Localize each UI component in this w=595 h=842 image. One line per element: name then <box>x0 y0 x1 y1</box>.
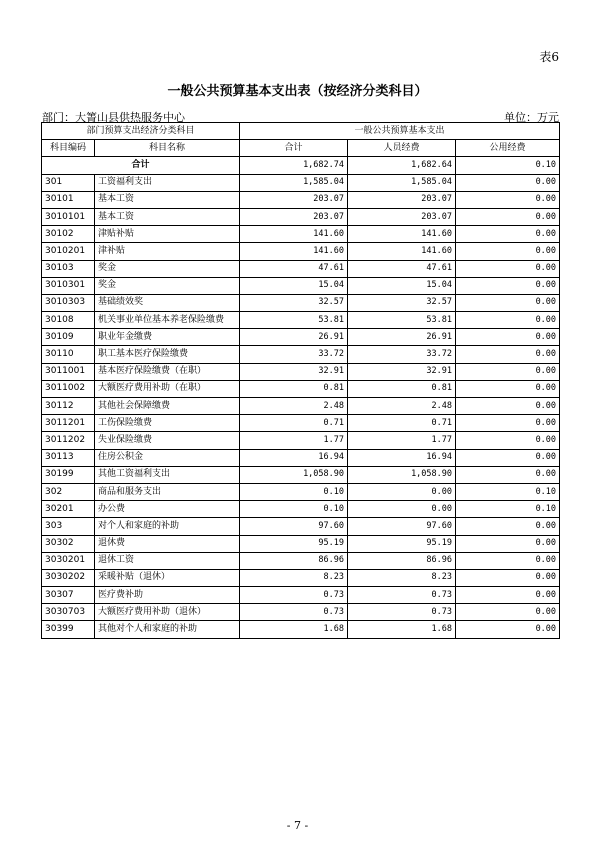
table-row <box>42 569 560 586</box>
name-cell: 办公费 <box>95 501 240 518</box>
personnel-cell: 0.73 <box>348 587 456 604</box>
public-cell: 0.10 <box>456 157 560 174</box>
table-row <box>42 621 560 638</box>
code-cell: 3010303 <box>42 294 95 311</box>
total-cell: 33.72 <box>240 346 348 363</box>
table-row <box>42 501 560 518</box>
code-cell: 30199 <box>42 466 95 483</box>
code-cell: 30113 <box>42 449 95 466</box>
table-number: 表6 <box>539 50 559 64</box>
personnel-cell: 1,682.64 <box>348 157 456 174</box>
total-cell: 86.96 <box>240 552 348 569</box>
code-cell: 30112 <box>42 398 95 415</box>
total-cell: 97.60 <box>240 518 348 535</box>
code-cell: 303 <box>42 518 95 535</box>
code-cell: 3011002 <box>42 380 95 397</box>
public-cell: 0.00 <box>456 398 560 415</box>
personnel-cell: 53.81 <box>348 312 456 329</box>
name-cell: 商品和服务支出 <box>95 483 240 500</box>
header-row <box>42 140 560 157</box>
table-row <box>42 518 560 535</box>
public-cell: 0.00 <box>456 243 560 260</box>
code-cell: 30109 <box>42 329 95 346</box>
header-total: 合计 <box>240 140 348 157</box>
total-row <box>42 157 560 174</box>
total-cell: 0.10 <box>240 483 348 500</box>
public-cell: 0.00 <box>456 466 560 483</box>
public-cell: 0.00 <box>456 294 560 311</box>
personnel-cell: 1.77 <box>348 432 456 449</box>
total-cell: 141.60 <box>240 226 348 243</box>
table-row <box>42 294 560 311</box>
name-cell: 其他社会保障缴费 <box>95 398 240 415</box>
public-cell: 0.00 <box>456 569 560 586</box>
personnel-cell: 0.00 <box>348 501 456 518</box>
table-row <box>42 380 560 397</box>
personnel-cell: 1,058.90 <box>348 466 456 483</box>
name-cell: 对个人和家庭的补助 <box>95 518 240 535</box>
code-cell: 3030201 <box>42 552 95 569</box>
name-cell: 津补贴 <box>95 243 240 260</box>
public-cell: 0.00 <box>456 226 560 243</box>
name-cell: 其他工资福利支出 <box>95 466 240 483</box>
total-cell: 95.19 <box>240 535 348 552</box>
unit-label: 单位：万元 <box>504 111 559 124</box>
public-cell: 0.00 <box>456 449 560 466</box>
code-cell: 3011001 <box>42 363 95 380</box>
personnel-cell: 47.61 <box>348 260 456 277</box>
name-cell: 职工基本医疗保险缴费 <box>95 346 240 363</box>
table-row <box>42 432 560 449</box>
table-row <box>42 174 560 191</box>
code-cell: 30108 <box>42 312 95 329</box>
total-cell: 1.77 <box>240 432 348 449</box>
total-cell: 0.73 <box>240 587 348 604</box>
total-cell: 32.91 <box>240 363 348 380</box>
total-cell: 1,058.90 <box>240 466 348 483</box>
public-cell: 0.10 <box>456 483 560 500</box>
header-group-right: 一般公共预算基本支出 <box>240 123 560 140</box>
name-cell: 基础绩效奖 <box>95 294 240 311</box>
header-personnel: 人员经费 <box>348 140 456 157</box>
personnel-cell: 1,585.04 <box>348 174 456 191</box>
budget-table <box>41 122 560 639</box>
table-row <box>42 415 560 432</box>
name-cell: 住房公积金 <box>95 449 240 466</box>
table-row <box>42 208 560 225</box>
public-cell: 0.00 <box>456 552 560 569</box>
personnel-cell: 141.60 <box>348 243 456 260</box>
personnel-cell: 203.07 <box>348 208 456 225</box>
header-public: 公用经费 <box>456 140 560 157</box>
header-name: 科目名称 <box>95 140 240 157</box>
table-row <box>42 552 560 569</box>
personnel-cell: 1.68 <box>348 621 456 638</box>
department-label: 部门：大箐山县供热服务中心 <box>42 111 185 124</box>
header-code: 科目编码 <box>42 140 95 157</box>
name-cell: 基本工资 <box>95 191 240 208</box>
public-cell: 0.00 <box>456 604 560 621</box>
personnel-cell: 0.73 <box>348 604 456 621</box>
personnel-cell: 141.60 <box>348 226 456 243</box>
name-cell: 医疗费补助 <box>95 587 240 604</box>
personnel-cell: 2.48 <box>348 398 456 415</box>
total-cell: 16.94 <box>240 449 348 466</box>
total-cell: 1,585.04 <box>240 174 348 191</box>
public-cell: 0.00 <box>456 587 560 604</box>
table-row <box>42 449 560 466</box>
public-cell: 0.00 <box>456 312 560 329</box>
code-cell: 3010201 <box>42 243 95 260</box>
table-row <box>42 483 560 500</box>
name-cell: 失业保险缴费 <box>95 432 240 449</box>
code-cell: 3011201 <box>42 415 95 432</box>
code-cell: 3030202 <box>42 569 95 586</box>
name-cell: 退休工资 <box>95 552 240 569</box>
name-cell: 大额医疗费用补助（退休） <box>95 604 240 621</box>
total-cell: 0.73 <box>240 604 348 621</box>
public-cell: 0.00 <box>456 277 560 294</box>
name-cell: 奖金 <box>95 260 240 277</box>
table-row <box>42 346 560 363</box>
public-cell: 0.00 <box>456 329 560 346</box>
name-cell: 基本医疗保险缴费（在职） <box>95 363 240 380</box>
public-cell: 0.00 <box>456 208 560 225</box>
total-cell: 1,682.74 <box>240 157 348 174</box>
public-cell: 0.00 <box>456 174 560 191</box>
code-cell: 3010101 <box>42 208 95 225</box>
code-cell: 3011202 <box>42 432 95 449</box>
table-row <box>42 535 560 552</box>
total-cell: 203.07 <box>240 191 348 208</box>
total-cell: 0.81 <box>240 380 348 397</box>
table-row <box>42 587 560 604</box>
public-cell: 0.00 <box>456 535 560 552</box>
personnel-cell: 203.07 <box>348 191 456 208</box>
page-title: 一般公共预算基本支出表（按经济分类科目） <box>167 84 428 99</box>
public-cell: 0.00 <box>456 191 560 208</box>
personnel-cell: 26.91 <box>348 329 456 346</box>
name-cell: 采暖补贴（退休） <box>95 569 240 586</box>
code-cell: 30110 <box>42 346 95 363</box>
table-row <box>42 312 560 329</box>
total-cell: 203.07 <box>240 208 348 225</box>
personnel-cell: 95.19 <box>348 535 456 552</box>
table-row <box>42 260 560 277</box>
code-cell: 30101 <box>42 191 95 208</box>
public-cell: 0.00 <box>456 518 560 535</box>
page-number: - 7 - <box>286 819 309 832</box>
total-cell: 0.71 <box>240 415 348 432</box>
total-cell: 141.60 <box>240 243 348 260</box>
name-cell: 大额医疗费用补助（在职） <box>95 380 240 397</box>
public-cell: 0.00 <box>456 415 560 432</box>
personnel-cell: 0.00 <box>348 483 456 500</box>
total-cell: 2.48 <box>240 398 348 415</box>
table-row <box>42 363 560 380</box>
public-cell: 0.00 <box>456 621 560 638</box>
code-cell: 30302 <box>42 535 95 552</box>
name-cell: 奖金 <box>95 277 240 294</box>
table-row <box>42 226 560 243</box>
total-cell: 26.91 <box>240 329 348 346</box>
public-cell: 0.10 <box>456 501 560 518</box>
code-cell: 30307 <box>42 587 95 604</box>
table-row <box>42 191 560 208</box>
personnel-cell: 8.23 <box>348 569 456 586</box>
code-cell: 30399 <box>42 621 95 638</box>
name-cell: 机关事业单位基本养老保险缴费 <box>95 312 240 329</box>
personnel-cell: 0.71 <box>348 415 456 432</box>
total-cell: 1.68 <box>240 621 348 638</box>
personnel-cell: 86.96 <box>348 552 456 569</box>
name-cell: 职业年金缴费 <box>95 329 240 346</box>
header-group-row <box>42 123 560 140</box>
table-row <box>42 277 560 294</box>
total-cell: 0.10 <box>240 501 348 518</box>
code-cell: 30103 <box>42 260 95 277</box>
table-row <box>42 329 560 346</box>
total-cell: 32.57 <box>240 294 348 311</box>
total-cell: 47.61 <box>240 260 348 277</box>
code-cell: 301 <box>42 174 95 191</box>
code-cell: 3030703 <box>42 604 95 621</box>
personnel-cell: 32.57 <box>348 294 456 311</box>
personnel-cell: 0.81 <box>348 380 456 397</box>
header-group-left: 部门预算支出经济分类科目 <box>42 123 240 140</box>
name-cell: 津贴补贴 <box>95 226 240 243</box>
personnel-cell: 16.94 <box>348 449 456 466</box>
total-cell: 53.81 <box>240 312 348 329</box>
public-cell: 0.00 <box>456 346 560 363</box>
code-cell: 3010301 <box>42 277 95 294</box>
table-row <box>42 604 560 621</box>
personnel-cell: 15.04 <box>348 277 456 294</box>
table-row <box>42 398 560 415</box>
name-cell: 退休费 <box>95 535 240 552</box>
code-cell: 302 <box>42 483 95 500</box>
personnel-cell: 32.91 <box>348 363 456 380</box>
total-cell: 15.04 <box>240 277 348 294</box>
public-cell: 0.00 <box>456 363 560 380</box>
table-row <box>42 243 560 260</box>
name-cell: 工资福利支出 <box>95 174 240 191</box>
name-cell: 工伤保险缴费 <box>95 415 240 432</box>
code-cell: 30102 <box>42 226 95 243</box>
public-cell: 0.00 <box>456 432 560 449</box>
public-cell: 0.00 <box>456 380 560 397</box>
personnel-cell: 97.60 <box>348 518 456 535</box>
total-cell: 8.23 <box>240 569 348 586</box>
code-cell: 30201 <box>42 501 95 518</box>
total-label: 合计 <box>42 157 240 174</box>
name-cell: 基本工资 <box>95 208 240 225</box>
public-cell: 0.00 <box>456 260 560 277</box>
personnel-cell: 33.72 <box>348 346 456 363</box>
table-row <box>42 466 560 483</box>
name-cell: 其他对个人和家庭的补助 <box>95 621 240 638</box>
